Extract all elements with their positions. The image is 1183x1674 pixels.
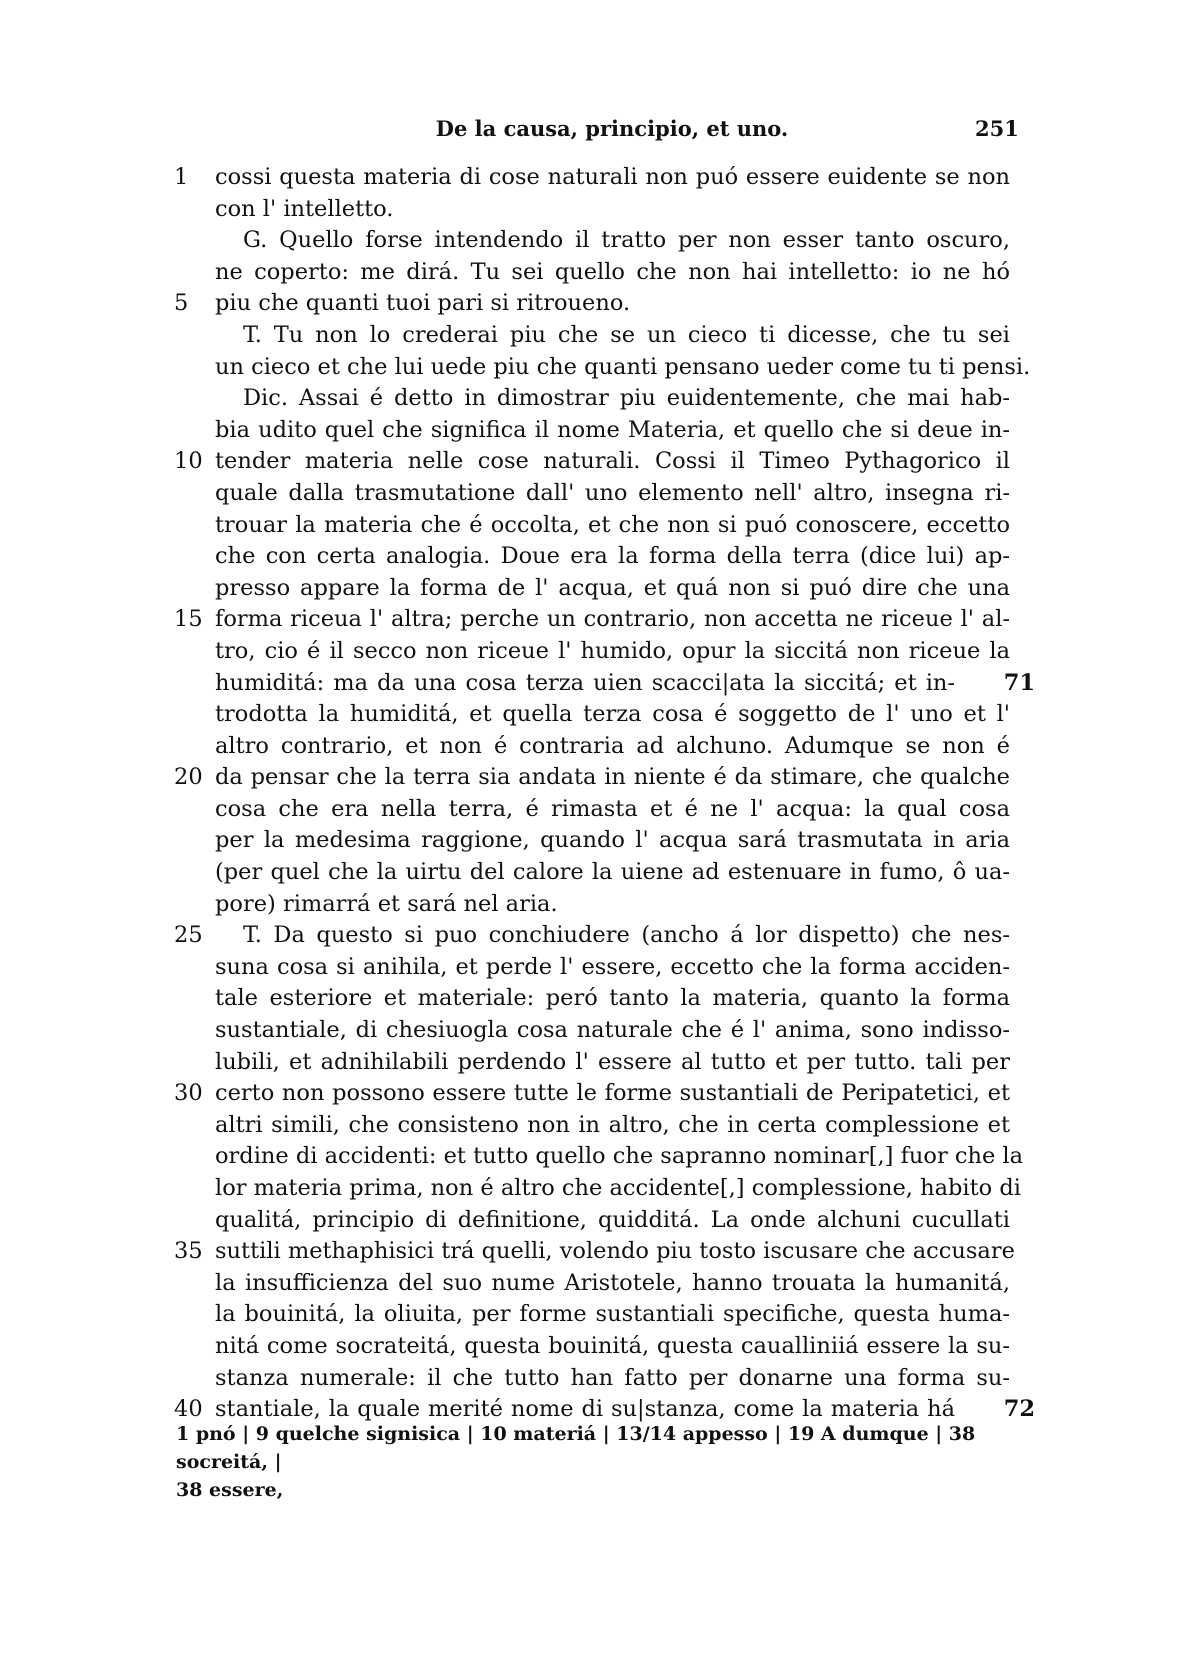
- line-number: 25: [174, 922, 203, 949]
- line-text: la bouinitá, la oliuita, per forme sustantiali specifiche, questa huma-: [215, 1301, 1010, 1328]
- line-text: cosa che era nella terra, é rimasta et é ne l' acqua: la qual cosa: [215, 795, 1010, 822]
- text-line: [0, 415, 1183, 447]
- line-text: stanza numerale: il che tutto han fatto per donarne una forma su-: [215, 1364, 1010, 1391]
- line-text: qualitá, principio di definitione, quidditá. La onde alchuni cucullati: [215, 1206, 1010, 1233]
- line-number: 30: [174, 1080, 203, 1107]
- text-line: [0, 383, 1183, 415]
- line-text: con l' intelletto.: [215, 195, 394, 222]
- line-text: stantiale, la quale merité nome di su|stanza, come la materia há: [215, 1396, 955, 1423]
- text-line: [0, 762, 1183, 794]
- text-line: [0, 1299, 1183, 1331]
- line-number: 1: [174, 164, 189, 190]
- text-line: [0, 1205, 1183, 1237]
- line-text: forma riceua l' altra; perche un contrario, non accetta ne riceue l' al-: [215, 606, 1010, 633]
- line-text: (per quel che la uirtu del calore la uiene ad estenuare in fumo, ô ua-: [215, 859, 1010, 886]
- text-line: [0, 731, 1183, 763]
- line-text: che con certa analogia. Doue era la forma della terra (dice lui) ap-: [215, 543, 1010, 570]
- text-line: [0, 983, 1183, 1015]
- text-line: [0, 604, 1183, 636]
- line-text: G. Quello forse intendendo il tratto per non esser tanto oscuro,: [243, 227, 1010, 254]
- line-number: 15: [174, 606, 203, 633]
- text-line: [0, 573, 1183, 605]
- text-line: [0, 889, 1183, 921]
- line-text: un cieco et che lui uede piu che quanti pensano ueder come tu ti pensi.: [215, 353, 1031, 380]
- text-line: [0, 1110, 1183, 1142]
- text-line: [0, 636, 1183, 668]
- line-text: T. Da questo si puo conchiudere (ancho á lor dispetto) che nes-: [243, 922, 1010, 949]
- text-line: [0, 825, 1183, 857]
- margin-page-ref: 71: [1003, 669, 1035, 696]
- line-text: lubili, et adnihilabili perdendo l' essere al tutto et per tutto. tali per: [215, 1048, 1010, 1075]
- line-text: da pensar che la terra sia andata in niente é da stimare, che qualche: [215, 764, 1010, 791]
- line-text: bia udito quel che significa il nome Materia, et quello che si deue in-: [215, 416, 1010, 443]
- text-line: [0, 257, 1183, 289]
- line-text: tender materia nelle cose naturali. Cossi il Timeo Pythagorico il: [215, 448, 1010, 475]
- text-line: [0, 1047, 1183, 1079]
- text-line: [0, 510, 1183, 542]
- text-line: [0, 446, 1183, 478]
- line-text: humiditá: ma da una cosa terza uien scacci|ata la siccitá; et in-: [215, 669, 955, 696]
- line-text: ordine di accidenti: et tutto quello che sapranno nominar[,] fuor che la: [215, 1143, 1024, 1170]
- line-text: altri simili, che consisteno non in altro, che in certa complessione et: [215, 1111, 1010, 1138]
- line-text: certo non possono essere tutte le forme sustantiali de Peripatetici, et: [215, 1080, 1010, 1107]
- text-line: [0, 194, 1183, 226]
- text-line: [0, 952, 1183, 984]
- line-text: altro contrario, et non é contraria ad alchuno. Adumque se non é: [215, 732, 1010, 759]
- text-line: [0, 699, 1183, 731]
- line-text: piu che quanti tuoi pari si ritroueno.: [215, 290, 631, 317]
- page-number: 251: [975, 116, 1019, 141]
- text-line: [0, 1141, 1183, 1173]
- line-text: lor materia prima, non é altro che accidente[,] complessione, habito di: [215, 1175, 1021, 1201]
- line-text: nitá come socrateitá, questa bouinitá, questa caualliniiá essere la su-: [215, 1332, 1010, 1359]
- line-text: suttili methaphisici trá quelli, volendo piu tosto iscusare che accusare: [215, 1238, 1015, 1265]
- footnote-line: 38 essere,: [176, 1479, 284, 1501]
- text-line: [0, 225, 1183, 257]
- line-number: 10: [174, 448, 203, 475]
- text-line: [0, 320, 1183, 352]
- line-text: Dic. Assai é detto in dimostrar piu euidentemente, che mai hab-: [243, 385, 1010, 412]
- main-text: [0, 162, 1183, 1426]
- running-head: De la causa, principio, et uno.: [435, 116, 789, 141]
- text-line: [0, 1236, 1183, 1268]
- critical-apparatus: [176, 1420, 1016, 1504]
- line-number: 5: [174, 290, 189, 317]
- line-number: 40: [174, 1396, 203, 1423]
- text-line: [0, 352, 1183, 384]
- line-text: quale dalla trasmutatione dall' uno elemento nell' altro, insegna ri-: [215, 479, 1010, 506]
- text-line: [0, 478, 1183, 510]
- text-line: [0, 162, 1183, 194]
- footnote-line: 1 pnó | 9 quelche signisica | 10 materiá | 13/14 appesso | 19 A dumque | 38 socreitá, |: [176, 1423, 976, 1473]
- text-line: [0, 1078, 1183, 1110]
- line-text: T. Tu non lo crederai piu che se un cieco ti dicesse, che tu sei: [243, 321, 1010, 348]
- margin-page-ref: 72: [1003, 1396, 1035, 1423]
- line-text: trodotta la humiditá, et quella terza cosa é soggetto de l' uno et l': [215, 701, 1010, 728]
- text-line: [0, 668, 1183, 700]
- line-number: 20: [174, 764, 203, 791]
- line-text: tro, cio é il secco non riceue l' humido, opur la siccitá non riceue la: [215, 637, 1010, 664]
- line-text: trouar la materia che é occolta, et che non si puó conoscere, eccetto: [215, 511, 1010, 538]
- line-text: per la medesima raggione, quando l' acqua sará trasmutata in aria: [215, 827, 1010, 854]
- text-line: [0, 541, 1183, 573]
- text-line: [0, 1268, 1183, 1300]
- text-line: [0, 857, 1183, 889]
- line-text: suna cosa si anihila, et perde l' essere, eccetto che la forma acciden-: [215, 953, 1010, 980]
- line-text: cossi questa materia di cose naturali non puó essere euidente se non: [215, 164, 1010, 190]
- text-line: [0, 288, 1183, 320]
- line-number: 35: [174, 1238, 203, 1265]
- text-line: [0, 920, 1183, 952]
- text-line: [0, 1331, 1183, 1363]
- line-text: pore) rimarrá et sará nel aria.: [215, 890, 558, 917]
- line-text: ne coperto: me dirá. Tu sei quello che non hai intelletto: io ne hó: [215, 258, 1010, 285]
- text-line: [0, 1173, 1183, 1205]
- line-text: presso appare la forma de l' acqua, et quá non si puó dire che una: [215, 574, 1010, 601]
- line-text: sustantiale, di chesiuogla cosa naturale che é l' anima, sono indisso-: [215, 1017, 1010, 1044]
- text-line: [0, 1015, 1183, 1047]
- line-text: la insufficienza del suo nume Aristotele, hanno trouata la humanitá,: [215, 1269, 1010, 1296]
- text-line: [0, 794, 1183, 826]
- text-line: [0, 1363, 1183, 1395]
- line-text: tale esteriore et materiale: peró tanto la materia, quanto la forma: [215, 985, 1010, 1012]
